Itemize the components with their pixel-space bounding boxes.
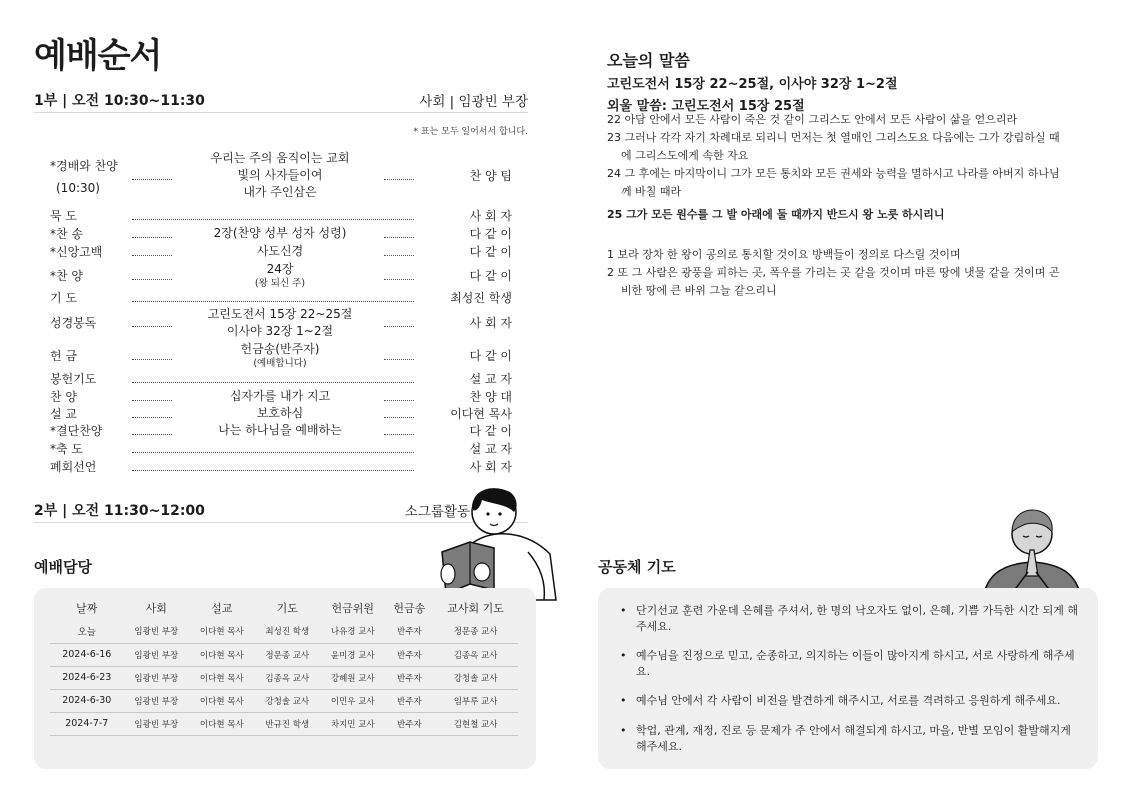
- verse-line: 25 그가 모든 원수를 그 발 아래에 둘 때까지 반드시 왕 노릇 하시리니: [607, 208, 945, 221]
- roster-cell: 이다현 목사: [189, 689, 254, 712]
- order-leader: 다 같 이: [469, 244, 512, 259]
- roster-date: 2024-7-7: [50, 712, 124, 735]
- dot-leader: [132, 211, 414, 220]
- order-label: 성경봉독: [50, 316, 97, 330]
- order-item-line: 우리는 주의 움직이는 교회: [210, 151, 350, 165]
- order-item-line: 보호하심: [256, 406, 304, 420]
- order-row: [50, 225, 512, 242]
- roster-cell: 김종옥 교사: [255, 666, 320, 689]
- part1-label: 1부 | 오전 10:30~11:30: [34, 93, 205, 109]
- order-item-line: 헌금송(반주자): [240, 342, 320, 356]
- roster-header-row: [50, 596, 518, 620]
- memory-verse: 외울 말씀: 고린도전서 15장 25절: [607, 99, 805, 114]
- order-leader: 최성진 학생: [450, 290, 512, 305]
- reading-person-illustration: [436, 482, 558, 602]
- order-row: [50, 388, 512, 405]
- standing-note: * 표는 모두 일어서서 합니다.: [413, 127, 528, 137]
- part2-label: 2부 | 오전 11:30~12:00: [34, 503, 205, 519]
- order-leader: 설 교 자: [469, 371, 512, 386]
- order-item-line: 24장: [266, 262, 294, 276]
- prayer-item: • 예수님 안에서 각 사람이 비전을 발견하게 해주시고, 서로를 격려하고 응원하게 해주세요.: [620, 693, 1080, 709]
- roster-column-header: 날짜: [76, 602, 98, 615]
- order-item-line: 나는 하나님을 예배하는: [218, 423, 342, 437]
- community-prayer-title: 공동체 기도: [598, 558, 676, 576]
- order-row: [50, 422, 512, 439]
- roster-cell: 차지민 교사: [320, 712, 385, 735]
- roster-cell: 임광빈 부장: [124, 620, 189, 643]
- order-row: [50, 440, 512, 457]
- order-leader: 사 회 자: [469, 316, 512, 330]
- order-row: [50, 261, 512, 290]
- order-item-text: [180, 422, 380, 439]
- order-item-line: 내가 주인삼은: [243, 185, 317, 199]
- order-time: (10:30): [56, 181, 100, 195]
- order-row: [50, 370, 512, 387]
- roster-cell: 강혜원 교사: [320, 666, 385, 689]
- dot-leader: [132, 444, 414, 453]
- roster-cell: 정문종 교사: [255, 643, 320, 666]
- order-row: [50, 243, 512, 260]
- roster-date: 2024-6-16: [50, 643, 124, 666]
- roster-cell: 임광빈 부장: [124, 712, 189, 735]
- roster-cell: 반주자: [386, 666, 434, 689]
- roster-column-header: 교사회 기도: [447, 602, 504, 615]
- dot-leader: [132, 171, 172, 180]
- roster-date: 오늘: [50, 620, 124, 643]
- order-leader: 설 교 자: [469, 441, 512, 456]
- roster-cell: 김현철 교사: [433, 712, 518, 735]
- order-label: 헌 금: [50, 348, 77, 363]
- order-label: 봉헌기도: [50, 371, 97, 386]
- order-label: 찬 양: [50, 389, 77, 404]
- part1-host: 사회 | 임광빈 부장: [419, 94, 528, 110]
- roster-cell: 김종옥 교사: [433, 643, 518, 666]
- roster-cell: 이다현 목사: [189, 620, 254, 643]
- prayer-item: • 학업, 관계, 재정, 진로 등 문제가 주 안에서 해결되게 하시고, 마을, 반별 모임이 활발해지게 해주세요.: [620, 723, 1080, 755]
- roster-column-header: 헌금위원: [331, 602, 375, 615]
- order-item-line: 빛의 사자들이여: [237, 168, 323, 182]
- roster-cell: 이다현 목사: [189, 712, 254, 735]
- roster-cell: 임광빈 부장: [124, 666, 189, 689]
- order-label: 폐회선언: [50, 459, 97, 474]
- order-leader: 다 같 이: [469, 348, 512, 363]
- order-row: [50, 341, 512, 370]
- roster-date: 2024-6-23: [50, 666, 124, 689]
- roster-cell: 강청솔 교사: [433, 666, 518, 689]
- dot-leader: [132, 229, 172, 238]
- order-item-text: [180, 388, 380, 405]
- roster-title: 예배담당: [34, 558, 92, 576]
- roster-cell: 이민우 교사: [320, 689, 385, 712]
- roster-cell: 정문종 교사: [433, 620, 518, 643]
- order-item-text: [180, 225, 380, 242]
- order-item-text: [180, 306, 380, 340]
- dot-leader: [384, 392, 414, 401]
- roster-cell: 최성진 학생: [255, 620, 320, 643]
- dot-leader: [384, 229, 414, 238]
- dot-leader: [384, 247, 414, 256]
- roster-cell: 반규진 학생: [255, 712, 320, 735]
- dot-leader: [132, 462, 414, 471]
- order-leader: 찬 양 대: [469, 389, 512, 404]
- roster-column-header: 사회: [145, 602, 167, 615]
- part1-header: [34, 90, 528, 110]
- order-label: *찬 양: [50, 268, 83, 283]
- verse-line: 24 그 후에는 마지막이니 그가 모든 통치와 모든 권세와 능력을 멸하시고 나라를 아버지 하나님께 바칠 때라: [607, 167, 1060, 198]
- table-row: [50, 712, 518, 735]
- scripture-reference: 고린도전서 15장 22~25절, 이사야 32장 1~2절: [607, 77, 898, 92]
- page-title: 예배순서: [34, 36, 162, 76]
- roster-table: [50, 596, 518, 736]
- order-item-text: [180, 243, 380, 260]
- dot-leader: [132, 318, 172, 327]
- roster-cell: 임광빈 부장: [124, 643, 189, 666]
- roster-cell: 임광빈 부장: [124, 689, 189, 712]
- order-row: [50, 289, 512, 306]
- verse-line: 22 아담 안에서 모든 사람이 죽은 것 같이 그리스도 안에서 모든 사람이 삶을 얻으리라: [607, 113, 1018, 126]
- dot-leader: [132, 293, 414, 302]
- order-leader: 사 회 자: [469, 459, 512, 474]
- order-row: [50, 458, 512, 475]
- roster-date: 2024-6-30: [50, 689, 124, 712]
- order-leader: 찬 양 팀: [469, 168, 512, 183]
- roster-column-header: 헌금송: [393, 602, 426, 615]
- order-label: 설 교: [50, 406, 77, 421]
- order-item-text: [180, 261, 380, 290]
- dot-leader: [384, 171, 414, 180]
- part1-rule: [34, 112, 528, 113]
- verse-line: 23 그러나 각각 자기 차례대로 되리니 먼저는 첫 열매인 그리스도요 다음에는 그가 강림하실 때에 그리스도에게 속한 자요: [607, 131, 1060, 162]
- verse-line: 1 보라 장차 한 왕이 공의로 통치할 것이요 방백들이 정의로 다스릴 것이며: [607, 248, 961, 261]
- table-row: [50, 689, 518, 712]
- dot-leader: [384, 409, 414, 418]
- roster-cell: 나유경 교사: [320, 620, 385, 643]
- order-label: *경배와 찬양 (10:30): [50, 158, 132, 196]
- part2-activity: 소그룹활동: [404, 504, 470, 520]
- roster-cell: 반주자: [386, 689, 434, 712]
- roster-cell: 윤미경 교사: [320, 643, 385, 666]
- roster-cell: 강청솔 교사: [255, 689, 320, 712]
- order-label: 묵 도: [50, 208, 77, 223]
- order-item-text: [180, 341, 380, 370]
- order-item-text: [180, 150, 380, 201]
- order-item-subtitle: (왕 되신 주): [254, 278, 306, 289]
- order-row: [50, 405, 512, 422]
- dot-leader: [132, 271, 172, 280]
- dot-leader: [132, 409, 172, 418]
- order-row: [50, 207, 512, 224]
- dot-leader: [132, 247, 172, 256]
- order-label: *신앙고백: [50, 244, 103, 259]
- prayer-item: • 단기선교 훈련 가운데 은혜를 주셔서, 한 명의 낙오자도 없이, 은혜, 기쁨 가득한 시간 되게 해주세요.: [620, 603, 1080, 635]
- order-item-line: 2장(찬양 성부 성자 성령): [213, 226, 347, 240]
- order-item-line: 사도신경: [256, 244, 304, 258]
- order-item-text: [180, 405, 380, 422]
- order-item-line: 고린도전서 15장 22~25절: [207, 307, 353, 321]
- order-item-line: 이사야 32장 1~2절: [226, 324, 334, 338]
- roster-cell: 이다현 목사: [189, 643, 254, 666]
- dot-leader: [132, 351, 172, 360]
- roster-cell: 반주자: [386, 620, 434, 643]
- dot-leader: [384, 351, 414, 360]
- table-row: [50, 620, 518, 643]
- word-title: 오늘의 말씀: [607, 51, 690, 70]
- order-leader: 다 같 이: [469, 226, 512, 241]
- order-item-subtitle: (예배합니다): [253, 358, 307, 369]
- roster-column-header: 기도: [276, 602, 298, 615]
- order-row: [50, 150, 512, 201]
- dot-leader: [384, 318, 414, 327]
- order-label: *찬 송: [50, 226, 83, 241]
- verse-line: 2 또 그 사람은 광풍을 피하는 곳, 폭우를 가리는 곳 같을 것이며 마른 땅에 냇물 같을 것이며 곤비한 땅에 큰 바위 그늘 같으리니: [607, 266, 1060, 297]
- roster-column-header: 설교: [211, 602, 233, 615]
- order-label: *축 도: [50, 441, 83, 456]
- roster-cell: 반주자: [386, 643, 434, 666]
- order-leader: 사 회 자: [469, 208, 512, 223]
- order-label: *결단찬양: [50, 423, 103, 438]
- dot-leader: [384, 271, 414, 280]
- order-leader: 다 같 이: [469, 423, 512, 438]
- order-row: [50, 306, 512, 340]
- table-row: [50, 666, 518, 689]
- roster-cell: 반주자: [386, 712, 434, 735]
- order-label: 기 도: [50, 290, 77, 305]
- roster-cell: 임부루 교사: [433, 689, 518, 712]
- order-leader: 이다현 목사: [450, 406, 512, 421]
- dot-leader: [384, 426, 414, 435]
- roster-cell: 이다현 목사: [189, 666, 254, 689]
- dot-leader: [132, 374, 414, 383]
- order-leader: 다 같 이: [469, 268, 512, 283]
- table-row: [50, 643, 518, 666]
- order-item-line: 십자가를 내가 지고: [229, 389, 331, 403]
- prayer-item: • 예수님을 진정으로 믿고, 순종하고, 의지하는 이들이 많아지게 하시고, 서로 사랑하게 해주세요.: [620, 648, 1080, 680]
- dot-leader: [132, 392, 172, 401]
- dot-leader: [132, 426, 172, 435]
